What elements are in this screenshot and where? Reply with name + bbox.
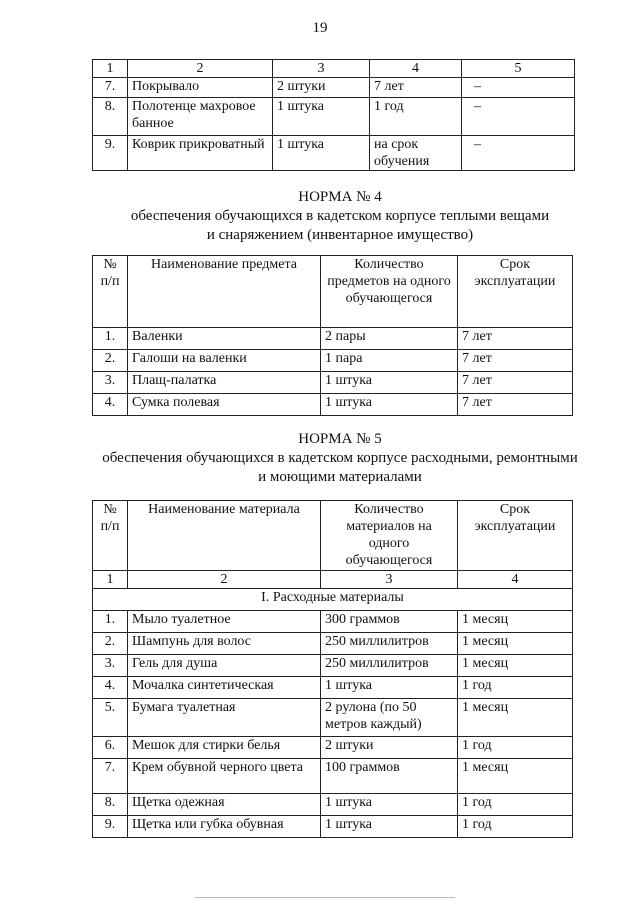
- row-number: 2.: [93, 350, 128, 372]
- column-number: 1: [93, 60, 128, 78]
- item-term: 1 месяц: [458, 759, 573, 794]
- row-number: 7.: [93, 78, 128, 98]
- item-term: 7 лет: [370, 78, 462, 98]
- item-quantity: 1 штука: [321, 394, 458, 416]
- item-term: 1 месяц: [458, 699, 573, 737]
- row-number: 4.: [93, 394, 128, 416]
- section-row: [93, 589, 573, 611]
- column-number: 3: [321, 571, 458, 589]
- row-number: 3.: [93, 372, 128, 394]
- item-term: на срок обучения: [370, 136, 462, 171]
- norm5-table: [92, 500, 573, 838]
- item-note: –: [462, 136, 575, 171]
- table-row: [93, 759, 573, 794]
- column-number: 4: [370, 60, 462, 78]
- item-name: Покрывало: [128, 78, 273, 98]
- item-quantity: 300 граммов: [321, 611, 458, 633]
- item-name: Полотенце махровое банное: [128, 98, 273, 136]
- row-number: 6.: [93, 737, 128, 759]
- item-quantity: 1 штука: [321, 816, 458, 838]
- norm5-heading: [60, 430, 620, 487]
- norm4-subtitle-line1: обеспечения обучающихся в кадетском корпусе теплыми вещами: [130, 208, 550, 224]
- row-number: 2.: [93, 633, 128, 655]
- item-name: Мочалка синтетическая: [128, 677, 321, 699]
- item-term: 1 год: [458, 677, 573, 699]
- scan-artifact-line: [195, 897, 455, 898]
- column-numbers-row: [93, 571, 573, 589]
- item-term: 1 год: [458, 816, 573, 838]
- table-row: [93, 816, 573, 838]
- item-term: 1 месяц: [458, 633, 573, 655]
- column-header-quantity: Количество материалов на одного обучающегося: [321, 501, 458, 571]
- table-row: [93, 98, 575, 136]
- item-term: 7 лет: [458, 394, 573, 416]
- item-quantity: 100 граммов: [321, 759, 458, 794]
- norm5-subtitle-line1: обеспечения обучающихся в кадетском корпусе расходными, ремонтными: [102, 450, 578, 466]
- item-quantity: 1 штука: [273, 98, 370, 136]
- item-name: Сумка полевая: [128, 394, 321, 416]
- item-name: Коврик прикроватный: [128, 136, 273, 171]
- item-quantity: 1 пара: [321, 350, 458, 372]
- item-name: Шампунь для волос: [128, 633, 321, 655]
- item-term: 7 лет: [458, 350, 573, 372]
- column-number: 1: [93, 571, 128, 589]
- norm5-title: НОРМА № 5: [298, 431, 382, 447]
- table-row: [93, 699, 573, 737]
- item-name: Валенки: [128, 328, 321, 350]
- table-row: [93, 328, 573, 350]
- column-number: 2: [128, 571, 321, 589]
- norm5-subtitle-line2: и моющими материалами: [258, 469, 422, 485]
- item-term: 1 месяц: [458, 655, 573, 677]
- row-number: 8.: [93, 794, 128, 816]
- column-header-name: Наименование предмета: [128, 256, 321, 328]
- row-number: 1.: [93, 328, 128, 350]
- table-row: [93, 737, 573, 759]
- table-row: [93, 78, 575, 98]
- norm4-title: НОРМА № 4: [298, 189, 382, 205]
- table-row: [93, 655, 573, 677]
- column-number: 4: [458, 571, 573, 589]
- item-term: 1 месяц: [458, 611, 573, 633]
- item-name: Мыло туалетное: [128, 611, 321, 633]
- column-header-quantity: Количество предметов на одного обучающегося: [321, 256, 458, 328]
- row-number: 5.: [93, 699, 128, 737]
- item-name: Мешок для стирки белья: [128, 737, 321, 759]
- item-quantity: 2 штуки: [321, 737, 458, 759]
- column-number: 5: [462, 60, 575, 78]
- page-number: 19: [312, 20, 328, 36]
- column-header-term: Срок эксплуатации: [458, 501, 573, 571]
- row-number: 7.: [93, 759, 128, 794]
- item-term: 1 год: [458, 794, 573, 816]
- column-header-name: Наименование материала: [128, 501, 321, 571]
- table-header-row: [93, 60, 575, 78]
- table-header-row: [93, 256, 573, 328]
- items-table-continuation: [92, 59, 575, 171]
- item-term: 1 год: [370, 98, 462, 136]
- table-header-row: [93, 501, 573, 571]
- row-number: 1.: [93, 611, 128, 633]
- row-number: 9.: [93, 136, 128, 171]
- item-quantity: 250 миллилитров: [321, 633, 458, 655]
- item-quantity: 1 штука: [321, 794, 458, 816]
- item-note: –: [462, 98, 575, 136]
- item-quantity: 250 миллилитров: [321, 655, 458, 677]
- item-name: Крем обувной черного цвета: [128, 759, 321, 794]
- item-note: –: [462, 78, 575, 98]
- table-row: [93, 611, 573, 633]
- row-number: 8.: [93, 98, 128, 136]
- column-number: 2: [128, 60, 273, 78]
- item-name: Галоши на валенки: [128, 350, 321, 372]
- table-row: [93, 794, 573, 816]
- column-header-number: № п/п: [93, 501, 128, 571]
- item-quantity: 1 штука: [273, 136, 370, 171]
- section-title: I. Расходные материалы: [93, 589, 573, 611]
- item-name: Плащ-палатка: [128, 372, 321, 394]
- item-quantity: 1 штука: [321, 372, 458, 394]
- item-term: 7 лет: [458, 372, 573, 394]
- norm4-subtitle-line2: и снаряжением (инвентарное имущество): [206, 227, 474, 243]
- table-row: [93, 372, 573, 394]
- item-quantity: 2 штуки: [273, 78, 370, 98]
- column-header-term: Срок эксплуатации: [458, 256, 573, 328]
- norm4-table: [92, 255, 573, 416]
- item-quantity: 2 пары: [321, 328, 458, 350]
- row-number: 9.: [93, 816, 128, 838]
- item-term: 1 год: [458, 737, 573, 759]
- item-term: 7 лет: [458, 328, 573, 350]
- table-row: [93, 136, 575, 171]
- item-quantity: 2 рулона (по 50 метров каждый): [321, 699, 458, 737]
- column-header-number: № п/п: [93, 256, 128, 328]
- column-number: 3: [273, 60, 370, 78]
- table-row: [93, 350, 573, 372]
- item-quantity: 1 штука: [321, 677, 458, 699]
- table-row: [93, 633, 573, 655]
- norm4-heading: [60, 188, 620, 245]
- item-name: Щетка или губка обувная: [128, 816, 321, 838]
- item-name: Щетка одежная: [128, 794, 321, 816]
- item-name: Бумага туалетная: [128, 699, 321, 737]
- table-row: [93, 677, 573, 699]
- item-name: Гель для душа: [128, 655, 321, 677]
- row-number: 3.: [93, 655, 128, 677]
- row-number: 4.: [93, 677, 128, 699]
- table-row: [93, 394, 573, 416]
